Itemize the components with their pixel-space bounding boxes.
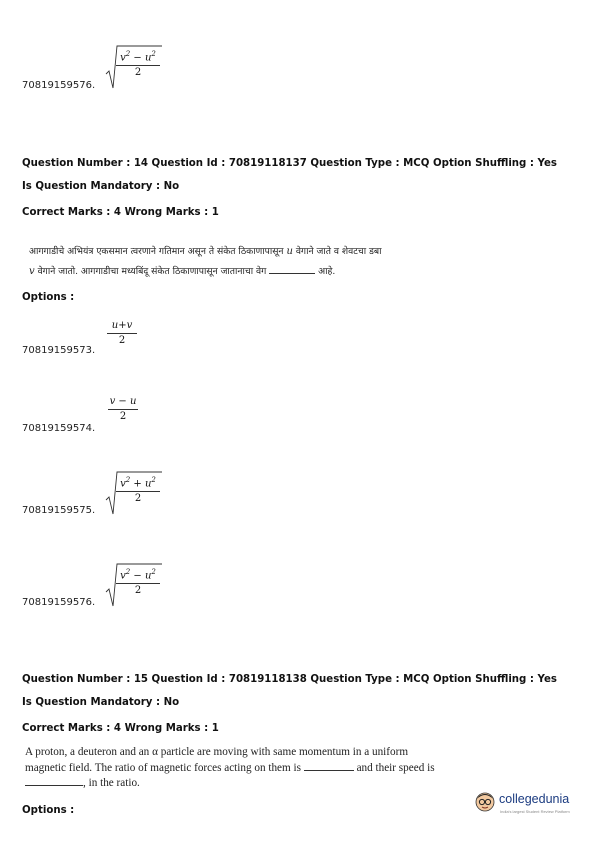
q15-header-line2: Is Question Mandatory : No bbox=[22, 697, 180, 708]
logo-tagline: India's largest Student Review Platform bbox=[500, 809, 570, 814]
q14-option-3-id: 70819159575. bbox=[22, 505, 96, 516]
q14-question-text-line2: v वेगाने जातो. आगगाडीचा मध्यबिंदू संकेत ठिकाणापासून जातानाचा वेग आहे. bbox=[29, 266, 336, 277]
answer-blank bbox=[304, 770, 354, 771]
answer-blank bbox=[269, 273, 315, 274]
q14-options-label: Options : bbox=[22, 292, 75, 303]
q15-header-line1: Question Number : 15 Question Id : 70819118138 Question Type : MCQ Option Shuffling : Yes bbox=[22, 674, 557, 685]
q15-question-text-line1: A proton, a deuteron and an α particle are moving with same momentum in a uniform bbox=[25, 746, 409, 758]
q14-option-4-id: 70819159576. bbox=[22, 597, 96, 608]
q14-marks: Correct Marks : 4 Wrong Marks : 1 bbox=[22, 207, 219, 218]
q15-options-label: Options : bbox=[22, 805, 75, 816]
q15-question-text-line3: , in the ratio. bbox=[25, 777, 140, 789]
q14-header-line1: Question Number : 14 Question Id : 70819118137 Question Type : MCQ Option Shuffling : Yes bbox=[22, 158, 557, 169]
mascot-icon bbox=[474, 790, 496, 814]
q14-option-1-id: 70819159573. bbox=[22, 345, 96, 356]
option-id: 70819159576. bbox=[22, 80, 96, 91]
q15-marks: Correct Marks : 4 Wrong Marks : 1 bbox=[22, 723, 219, 734]
q14-option-4-formula: $v^2 - u^2$ 2 bbox=[104, 562, 164, 610]
collegedunia-logo bbox=[474, 788, 592, 822]
answer-blank bbox=[25, 785, 83, 786]
q14-header-line2: Is Question Mandatory : No bbox=[22, 181, 180, 192]
q14-option-3-formula: $v^2 + u^2$ 2 bbox=[104, 470, 164, 518]
option-sqrt-fraction-top: $v^2 - u^2$ 2 bbox=[104, 44, 164, 92]
q14-option-2-id: 70819159574. bbox=[22, 423, 96, 434]
q15-question-text-line2: magnetic field. The ratio of magnetic forces acting on them is and their speed is bbox=[25, 762, 435, 774]
logo-name: collegedunia bbox=[499, 792, 570, 806]
q14-question-text-line1: आगगाडीचे अभियंत्र एकसमान त्वरणाने गतिमान असून ते संकेत ठिकाणापासून u वेगाने जाते व शेवटचा डबा bbox=[29, 246, 382, 257]
